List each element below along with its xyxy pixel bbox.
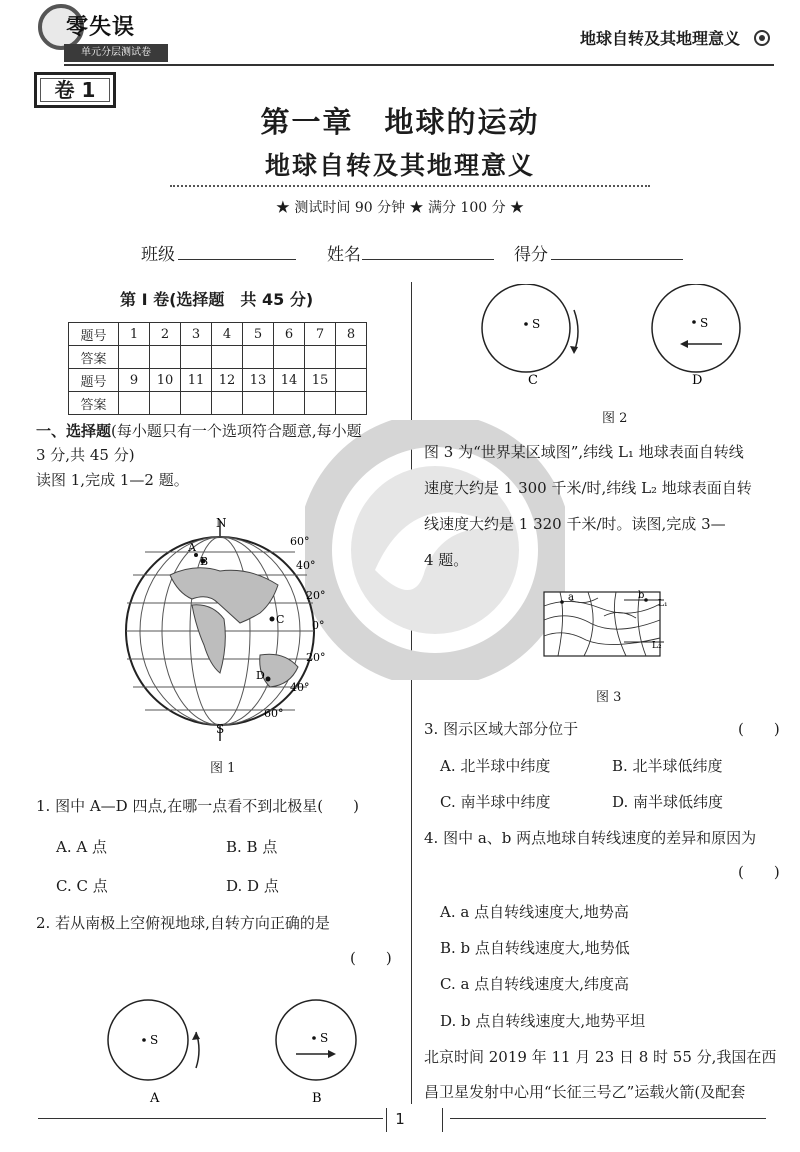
table-cell: 8 xyxy=(336,323,367,346)
question-3: 3. 图示区域大部分位于 xyxy=(424,720,579,738)
para-3: 线速度大约是 1 320 千米/时。读图,完成 3— xyxy=(424,515,726,533)
answer-cell[interactable] xyxy=(150,392,181,415)
read-fig1: 读图 1,完成 1—2 题。 xyxy=(36,471,189,489)
s-label: S xyxy=(532,317,541,331)
fig1-label-a: A xyxy=(188,541,196,554)
answer-cell[interactable] xyxy=(119,392,150,415)
q1-option-a[interactable]: A. A 点 xyxy=(56,838,107,856)
table-cell: 15 xyxy=(305,369,336,392)
fig1-lat-40s: 40° xyxy=(290,681,310,694)
exam-meta: ★ 测试时间 90 分钟 ★ 满分 100 分 ★ xyxy=(275,200,525,216)
para-2: 速度大约是 1 300 千米/时,纬线 L₂ 地球表面自转 xyxy=(424,479,752,497)
dotted-divider xyxy=(170,185,650,187)
question-4: 4. 图中 a、b 两点地球自转线速度的差异和原因为 xyxy=(424,829,757,847)
fig1-lat-20n: 20° xyxy=(306,589,326,602)
q4-option-b[interactable]: B. b 点自转线速度大,地势低 xyxy=(440,939,630,957)
fig3-label-l1: L₁ xyxy=(658,599,668,609)
fig1-caption: 图 1 xyxy=(210,761,236,776)
chapter-title: 第一章 地球的运动 xyxy=(260,105,540,139)
fig1-label-n: N xyxy=(216,516,227,530)
fig3-label-a: a xyxy=(568,592,574,603)
answer-cell[interactable] xyxy=(305,392,336,415)
header-section-title: 地球自转及其地理意义 xyxy=(580,29,741,48)
score-label: 得分 xyxy=(514,245,548,265)
table-cell xyxy=(336,369,367,392)
para-5: 北京时间 2019 年 11 月 23 日 8 时 55 分,我国在西 xyxy=(424,1048,777,1066)
answer-cell[interactable] xyxy=(243,346,274,369)
answer-cell[interactable] xyxy=(212,346,243,369)
table-cell: 6 xyxy=(274,323,305,346)
header-divider xyxy=(64,64,774,66)
figure-2-c xyxy=(478,284,590,392)
q2-answer-paren[interactable]: ( ) xyxy=(350,949,392,967)
table-cell: 13 xyxy=(243,369,274,392)
answer-cell[interactable] xyxy=(150,346,181,369)
answer-cell[interactable] xyxy=(305,346,336,369)
q4-answer-paren[interactable]: ( ) xyxy=(738,863,780,881)
para-6: 昌卫星发射中心用“长征三号乙”运载火箭(及配套 xyxy=(424,1083,746,1101)
page-subtitle: 地球自转及其地理意义 xyxy=(264,151,535,180)
s-label: S xyxy=(700,316,709,330)
fig1-lat-0: 0° xyxy=(312,619,325,632)
q1-option-d[interactable]: D. D 点 xyxy=(226,877,279,895)
table-cell: 9 xyxy=(119,369,150,392)
fig2-label-c: C xyxy=(528,373,538,388)
q4-option-a[interactable]: A. a 点自转线速度大,地势高 xyxy=(440,903,629,921)
s-label: S xyxy=(150,1033,159,1047)
fig1-label-b: B xyxy=(200,555,209,568)
column-divider xyxy=(411,282,412,1104)
q3-option-c[interactable]: C. 南半球中纬度 xyxy=(440,793,551,811)
para-4: 4 题。 xyxy=(424,551,469,569)
fig1-lat-40n: 40° xyxy=(296,559,316,572)
page-number: 1 xyxy=(395,1110,405,1128)
q3-option-a[interactable]: A. 北半球中纬度 xyxy=(440,757,551,775)
q2-figure-b xyxy=(266,998,376,1106)
fig3-label-l2: L₂ xyxy=(652,641,662,651)
fig1-lat-20s: 20° xyxy=(306,651,326,664)
table-header: 答案 xyxy=(69,392,119,415)
figure-3-map xyxy=(540,586,680,662)
q1-option-c[interactable]: C. C 点 xyxy=(56,877,108,895)
table-cell: 4 xyxy=(212,323,243,346)
answer-cell[interactable] xyxy=(212,392,243,415)
table-cell: 1 xyxy=(119,323,150,346)
answer-cell[interactable] xyxy=(181,392,212,415)
section-note-2: 3 分,共 45 分) xyxy=(36,446,135,464)
globe-bullet-icon xyxy=(754,30,770,46)
figure-1-globe xyxy=(100,515,340,747)
q3-option-d[interactable]: D. 南半球低纬度 xyxy=(612,793,724,811)
table-header: 题号 xyxy=(69,323,119,346)
q3-option-b[interactable]: B. 北半球低纬度 xyxy=(612,757,723,775)
section-instructions xyxy=(36,421,362,441)
volume-badge: 卷 1 xyxy=(34,72,116,108)
answer-table xyxy=(68,322,367,415)
table-cell: 5 xyxy=(243,323,274,346)
fig3-caption: 图 3 xyxy=(596,690,622,705)
q2-fig-label-a: A xyxy=(150,1091,160,1106)
q4-option-d[interactable]: D. b 点自转线速度大,地势平坦 xyxy=(440,1012,646,1030)
q2-figure-a xyxy=(100,998,210,1106)
name-label: 姓名 xyxy=(327,245,361,265)
fig1-lat-60s: 60° xyxy=(264,707,284,720)
class-field[interactable] xyxy=(178,259,296,260)
section1-title: 第 Ⅰ 卷(选择题 共 45 分) xyxy=(120,290,314,309)
section-heading: 一、选择题 xyxy=(36,422,112,440)
question-2: 2. 若从南极上空俯视地球,自转方向正确的是 xyxy=(36,914,330,932)
table-cell: 14 xyxy=(274,369,305,392)
q3-answer-paren[interactable]: ( ) xyxy=(738,720,780,738)
logo-title: 零失误 xyxy=(66,15,136,40)
answer-cell[interactable] xyxy=(181,346,212,369)
table-header: 题号 xyxy=(69,369,119,392)
table-cell: 12 xyxy=(212,369,243,392)
table-cell: 2 xyxy=(150,323,181,346)
answer-cell[interactable] xyxy=(274,392,305,415)
q1-option-b[interactable]: B. B 点 xyxy=(226,838,278,856)
fig1-label-s: S xyxy=(216,722,225,736)
fig3-label-b: b xyxy=(638,590,645,601)
table-cell: 10 xyxy=(150,369,181,392)
table-cell: 3 xyxy=(181,323,212,346)
q4-option-c[interactable]: C. a 点自转线速度大,纬度高 xyxy=(440,975,629,993)
answer-cell[interactable] xyxy=(119,346,150,369)
para-1: 图 3 为“世界某区域图”,纬线 L₁ 地球表面自转线 xyxy=(424,443,744,461)
s-label: S xyxy=(320,1031,329,1045)
fig2-caption: 图 2 xyxy=(602,411,628,426)
logo-subtitle: 单元分层测试卷 xyxy=(64,44,168,62)
name-field[interactable] xyxy=(362,259,494,260)
fig1-label-c: C xyxy=(276,613,285,626)
fig1-lat-60n: 60° xyxy=(290,535,310,548)
table-header: 答案 xyxy=(69,346,119,369)
question-1: 1. 图中 A—D 四点,在哪一点看不到北极星( ) xyxy=(36,797,359,815)
score-field[interactable] xyxy=(551,259,683,260)
fig2-label-d: D xyxy=(692,373,703,388)
class-label: 班级 xyxy=(141,245,175,265)
table-cell: 11 xyxy=(181,369,212,392)
answer-cell[interactable] xyxy=(336,346,367,369)
figure-2-d xyxy=(648,284,758,392)
answer-cell[interactable] xyxy=(274,346,305,369)
q2-fig-label-b: B xyxy=(312,1091,322,1106)
answer-cell[interactable] xyxy=(336,392,367,415)
table-cell: 7 xyxy=(305,323,336,346)
answer-cell[interactable] xyxy=(243,392,274,415)
section-note: (每小题只有一个选项符合题意,每小题 xyxy=(111,422,362,440)
fig1-label-d: D xyxy=(256,669,265,682)
